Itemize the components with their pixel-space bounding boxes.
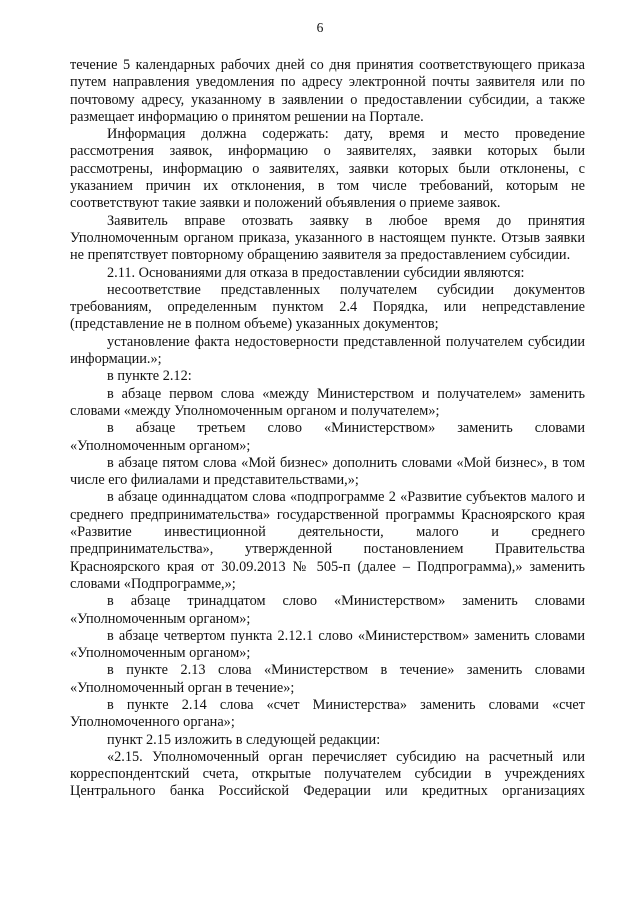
page-number: 6: [316, 20, 324, 35]
paragraph: в абзаце тринадцатом слово «Министерством» заменить словами «Уполномоченным органом»;: [70, 593, 585, 627]
document-body: [70, 57, 585, 801]
paragraph: 2.11. Основаниями для отказа в предоставлении субсидии являются:: [107, 264, 525, 281]
paragraph: установление факта недостоверности представленной получателем субсидии информации.»;: [70, 333, 585, 368]
paragraph: течение 5 календарных рабочих дней со дня принятия соответствующего приказа путем направления уведомления по адресу электронной почты заявителя или по почтовому адресу, указанному в заявлении о предоставлении субсидии, а также размещает информацию о принятом решении на Портале.: [70, 57, 585, 125]
paragraph: в пункте 2.12:: [107, 368, 192, 385]
paragraph: в абзаце третьем слово «Министерством» заменить словами «Уполномоченным органом»;: [70, 420, 585, 454]
paragraph: несоответствие представленных получателем субсидии документов требованиям, определенным пунктом 2.4 Порядка, или непредставление (представление не в полном объеме) указанных документов;: [70, 281, 585, 333]
paragraph: в пункте 2.13 слова «Министерством в течение» заменить словами «Уполномоченный орган в течение»;: [70, 662, 585, 696]
paragraph: в абзаце первом слова «между Министерством и получателем» заменить словами «между Уполномоченным органом и получателем»;: [70, 385, 585, 419]
paragraph: в абзаце пятом слова «Мой бизнес» дополнить словами «Мой бизнес», в том числе его филиалами и представительствами,»;: [70, 454, 585, 489]
paragraph: в пункте 2.14 слова «счет Министерства» заменить словами «счет Уполномоченного органа»;: [70, 696, 585, 731]
paragraph: в абзаце одиннадцатом слова «подпрограмме 2 «Развитие субъектов малого и среднего предпринимательства» государственной программы Красноярского края «Развитие инвестиционной деятельности, малого и среднего предпринимательства», утвержденной постановлением Правительства Красноярского края от 30.09.2013 № 505-п (далее – Подпрограмма),» заменить словами «Подпрограмме,»;: [70, 489, 585, 592]
paragraph: «2.15. Уполномоченный орган перечисляет субсидию на расчетный или корреспондентский счета, открытые получателем субсидии в учреждениях Центрального банка Российской Федерации или кредитных организациях: [70, 748, 585, 800]
paragraph: Информация должна содержать: дату, время и место проведение рассмотрения заявок, информацию о заявителях, заявки которых были рассмотрены, информацию о заявителях, заявки которых были отклонены, с указанием причин их отклонения, в том числе требований, которым не соответствуют такие заявки и положений объявления о приеме заявок.: [70, 126, 585, 212]
paragraph: пункт 2.15 изложить в следующей редакции:: [107, 731, 381, 748]
paragraph: в абзаце четвертом пункта 2.12.1 слово «Министерством» заменить словами «Уполномоченным органом»;: [70, 627, 585, 662]
paragraph: Заявитель вправе отозвать заявку в любое время до принятия Уполномоченным органом приказа, указанного в настоящем пункте. Отзыв заявки не препятствует повторному обращению заявителя за предоставлением субсидии.: [70, 212, 585, 264]
